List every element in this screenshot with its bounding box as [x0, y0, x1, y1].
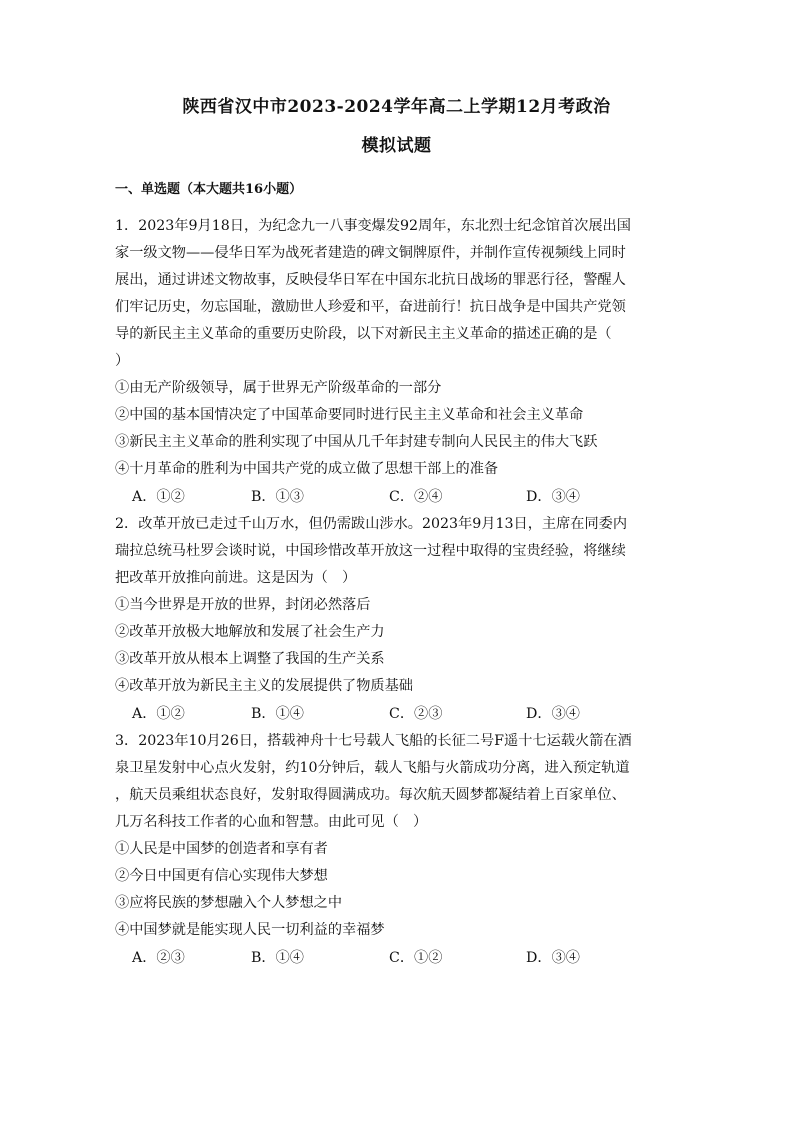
exam-title: 陕西省汉中市2023-2024学年高二上学期12月考政治: [182, 97, 611, 117]
question-text-line: 展出，通过讲述文物故事，反映侵华日军在中国东北抗日战场的罪恶行径，警醒人: [115, 272, 626, 288]
question-text-line: 1．2023年9月18日，为纪念九一八事变爆发92周年，东北烈士纪念馆首次展出国: [115, 218, 631, 234]
option-b[interactable]: B．①③: [251, 489, 304, 505]
option-a[interactable]: A．①②: [132, 706, 185, 722]
option-d[interactable]: D．③④: [526, 950, 580, 966]
question-text-line: 把改革开放推向前进。这是因为（ ）: [115, 570, 357, 586]
option-a[interactable]: A．②③: [132, 950, 185, 966]
option-b[interactable]: B．①④: [251, 706, 304, 722]
option-d[interactable]: D．③④: [526, 489, 580, 505]
option-a[interactable]: A．①②: [132, 489, 185, 505]
statement-item: ②改革开放极大地解放和发展了社会生产力: [115, 624, 385, 640]
statement-item: ①由无产阶级领导，属于世界无产阶级革命的一部分: [115, 380, 442, 396]
option-c[interactable]: C．②③: [389, 706, 443, 722]
exam-subtitle: 模拟试题: [361, 136, 432, 156]
question-text-line: 泉卫星发射中心点火发射，约10分钟后，载人飞船与火箭成功分离，进入预定轨道: [115, 760, 630, 776]
statement-item: ①当今世界是开放的世界，封闭必然落后: [115, 597, 371, 613]
question-text-line: ，航天员乘组状态良好，发射取得圆满成功。每次航天圆梦都凝结着上百家单位、: [115, 787, 626, 803]
statement-item: ④十月革命的胜利为中国共产党的成立做了思想干部上的准备: [115, 461, 499, 477]
option-d[interactable]: D．③④: [526, 706, 580, 722]
question-text-line: 2．改革开放已走过千山万水，但仍需跋山涉水。2023年9月13日，主席在同委内: [115, 516, 628, 532]
question-text-line: 瑞拉总统马杜罗会谈时说，中国珍惜改革开放这一过程中取得的宝贵经验，将继续: [115, 543, 626, 559]
section-heading: 一、单选题（本大题共16小题）: [115, 182, 303, 197]
question-text-line: 3．2023年10月26日，搭载神舟十七号载人飞船的长征二号F遥十七运载火箭在酒: [115, 733, 632, 749]
question-text-line: 几万名科技工作者的心血和智慧。由此可见（ ）: [115, 814, 428, 830]
option-c[interactable]: C．①②: [389, 950, 443, 966]
statement-item: ④中国梦就是能实现人民一切利益的幸福梦: [115, 922, 385, 938]
option-b[interactable]: B．①④: [251, 950, 304, 966]
question-text-line: 们牢记历史，勿忘国耻，激励世人珍爱和平，奋进前行！抗日战争是中国共产党领: [115, 299, 626, 315]
statement-item: ③应将民族的梦想融入个人梦想之中: [115, 895, 343, 911]
statement-item: ①人民是中国梦的创造者和享有者: [115, 841, 328, 857]
statement-item: ②中国的基本国情决定了中国革命要同时进行民主主义革命和社会主义革命: [115, 407, 584, 423]
statement-item: ③改革开放从根本上调整了我国的生产关系: [115, 651, 385, 667]
question-text-line: 家一级文物——侵华日军为战死者建造的碑文铜牌原件，并制作宣传视频线上同时: [115, 245, 626, 261]
statement-item: ④改革开放为新民主主义的发展提供了物质基础: [115, 678, 413, 694]
option-c[interactable]: C．②④: [389, 489, 443, 505]
question-text-line: ）: [115, 353, 130, 369]
question-text-line: 导的新民主主义革命的重要历史阶段，以下对新民主主义革命的描述正确的是（: [115, 326, 612, 342]
statement-item: ②今日中国更有信心实现伟大梦想: [115, 868, 328, 884]
statement-item: ③新民主主义革命的胜利实现了中国从几千年封建专制向人民民主的伟大飞跃: [115, 434, 598, 450]
